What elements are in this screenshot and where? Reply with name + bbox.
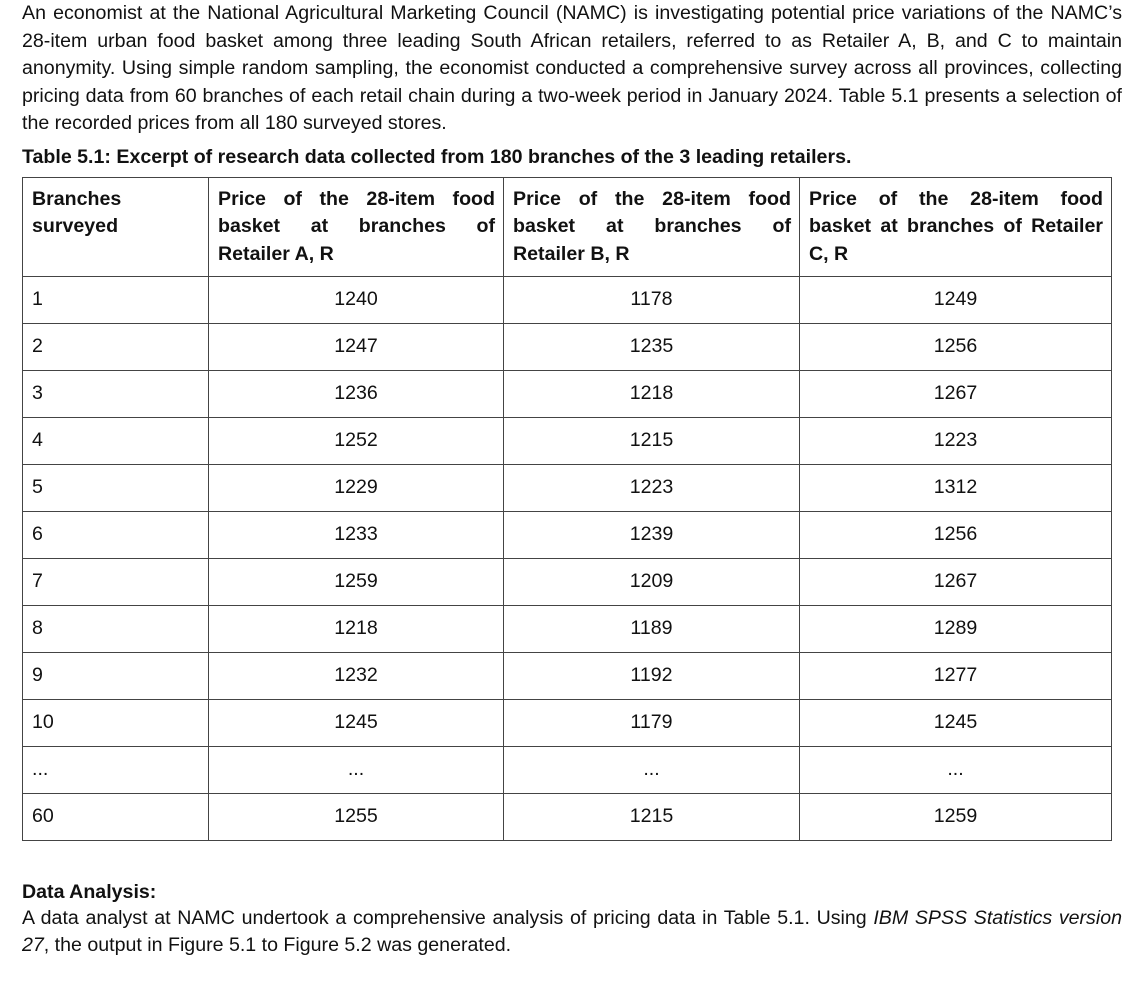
branch-number-cell: 5: [23, 464, 209, 511]
branch-number-cell: 6: [23, 511, 209, 558]
analysis-text-before: A data analyst at NAMC undertook a comprehensive analysis of pricing data in Table 5.1. Using: [22, 907, 874, 930]
branch-number-cell: 1: [23, 276, 209, 323]
branch-number-cell: 8: [23, 605, 209, 652]
branch-number-cell: 3: [23, 370, 209, 417]
retailer-a-price-cell: 1236: [209, 370, 504, 417]
retailer-a-price-cell: 1252: [209, 417, 504, 464]
retailer-a-price-cell: 1247: [209, 323, 504, 370]
retailer-b-price-cell: 1235: [504, 323, 800, 370]
retailer-a-price-cell: ...: [209, 746, 504, 793]
retailer-b-price-cell: ...: [504, 746, 800, 793]
retailer-c-price-cell: 1249: [800, 276, 1112, 323]
retailer-b-price-cell: 1215: [504, 793, 800, 840]
retailer-c-price-cell: 1256: [800, 323, 1112, 370]
branch-number-cell: 2: [23, 323, 209, 370]
retailer-b-price-cell: 1218: [504, 370, 800, 417]
software-name: IBM SPSS Statistics version 27: [22, 907, 1122, 956]
retailer-c-price-cell: 1289: [800, 605, 1112, 652]
retailer-a-price-cell: 1240: [209, 276, 504, 323]
retailer-b-price-cell: 1179: [504, 699, 800, 746]
table-row: [23, 605, 1112, 652]
retailer-b-price-cell: 1178: [504, 276, 800, 323]
table-caption: Table 5.1: Excerpt of research data collected from 180 branches of the 3 leading retailers.: [22, 145, 852, 168]
branch-number-cell: 60: [23, 793, 209, 840]
intro-paragraph: An economist at the National Agricultural Marketing Council (NAMC) is investigating potential price variations of the NAMC’s 28-item urban food basket among three leading South African retailers, referred to as Retailer A, B, and C to maintain anonymity. Using simple random sampling, the economist conducted a comprehensive survey across all provinces, collecting pricing data from 60 branches of each retail chain during a two-week period in January 2024. Table 5.1 presents a selection of the recorded prices from all 180 surveyed stores.: [22, 2, 1122, 135]
header-retailer-b-price: Price of the 28-item food basket at branches of Retailer B, R: [504, 177, 800, 276]
header-branches-surveyed: Branches surveyed: [23, 177, 209, 276]
retailer-a-price-cell: 1233: [209, 511, 504, 558]
retailer-c-price-cell: 1267: [800, 370, 1112, 417]
header-retailer-a-price: Price of the 28-item food basket at branches of Retailer A, R: [209, 177, 504, 276]
retailer-a-price-cell: 1255: [209, 793, 504, 840]
table-row: [23, 276, 1112, 323]
table-row: [23, 464, 1112, 511]
table-row: [23, 746, 1112, 793]
table-row: [23, 370, 1112, 417]
table-row: [23, 652, 1112, 699]
branch-number-cell: 10: [23, 699, 209, 746]
retailer-b-price-cell: 1192: [504, 652, 800, 699]
retailer-c-price-cell: 1277: [800, 652, 1112, 699]
analysis-text-after: , the output in Figure 5.1 to Figure 5.2 was generated.: [43, 933, 512, 956]
branch-number-cell: 7: [23, 558, 209, 605]
retailer-c-price-cell: 1223: [800, 417, 1112, 464]
data-analysis-text: [22, 905, 1122, 958]
data-analysis-heading: Data Analysis:: [22, 880, 157, 903]
retailer-a-price-cell: 1245: [209, 699, 504, 746]
retailer-b-price-cell: 1209: [504, 558, 800, 605]
retailer-b-price-cell: 1223: [504, 464, 800, 511]
table-row: [23, 793, 1112, 840]
branch-number-cell: 4: [23, 417, 209, 464]
retailer-b-price-cell: 1215: [504, 417, 800, 464]
header-retailer-c-price: Price of the 28-item food basket at branches of Retailer C, R: [800, 177, 1112, 276]
retailer-b-price-cell: 1239: [504, 511, 800, 558]
retailer-c-price-cell: 1259: [800, 793, 1112, 840]
table-row: [23, 417, 1112, 464]
price-data-table: [22, 177, 1112, 841]
retailer-c-price-cell: 1245: [800, 699, 1112, 746]
retailer-a-price-cell: 1259: [209, 558, 504, 605]
retailer-a-price-cell: 1232: [209, 652, 504, 699]
retailer-a-price-cell: 1218: [209, 605, 504, 652]
retailer-c-price-cell: 1267: [800, 558, 1112, 605]
table-row: [23, 699, 1112, 746]
data-analysis-section: [22, 879, 1122, 959]
retailer-b-price-cell: 1189: [504, 605, 800, 652]
table-row: [23, 511, 1112, 558]
branch-number-cell: 9: [23, 652, 209, 699]
retailer-c-price-cell: 1256: [800, 511, 1112, 558]
retailer-c-price-cell: 1312: [800, 464, 1112, 511]
table-row: [23, 323, 1112, 370]
table-body: [23, 276, 1112, 840]
table-header-row: [23, 177, 1112, 276]
branch-number-cell: ...: [23, 746, 209, 793]
retailer-c-price-cell: ...: [800, 746, 1112, 793]
table-row: [23, 558, 1112, 605]
retailer-a-price-cell: 1229: [209, 464, 504, 511]
